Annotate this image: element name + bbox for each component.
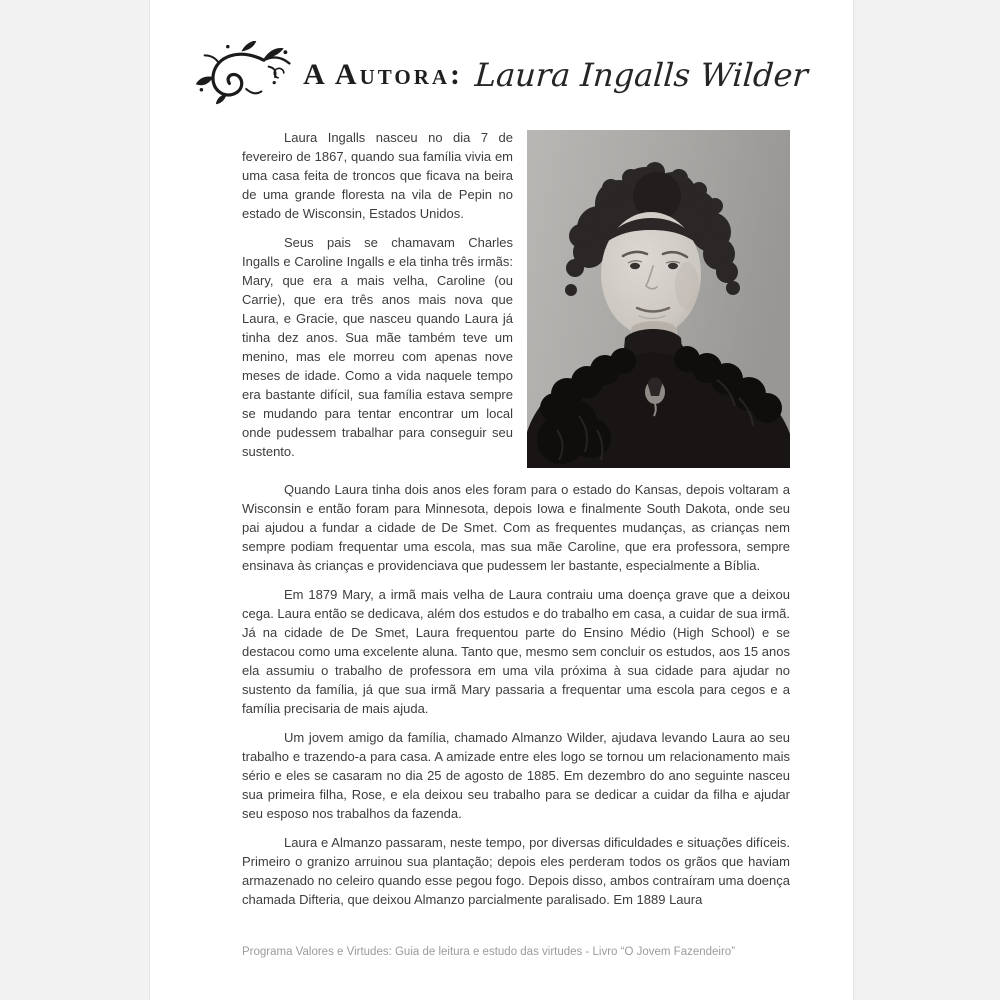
body-paragraph: Em 1879 Mary, a irmã mais velha de Laura contraiu uma doença grave que a deixou cega. Laura então se dedicava, além dos estudos e do trabalho em casa, a cuidar de sua irmã. Já na cidade de De Smet, Laura frequentou parte do Ensino Médio (High School) e se destacou como uma excelente aluna. Tanto que, mesmo sem concluir os estudos, aos 15 anos ela assumiu o trabalho de professora em uma vila próxima à sua cidade para ajudar no sustento da família, já que sua irmã Mary passaria a frequentar uma escola para cegos e a família precisaria de mais ajuda. xyxy=(242,587,790,716)
page-title xyxy=(150,40,853,110)
body-paragraph: Laura e Almanzo passaram, neste tempo, por diversas dificuldades e situações difíceis. Primeiro o granizo arruinou sua plantação; depois eles perderam todos os grãos que haviam armazenado no celeiro quando esse pegou fogo. Depois disso, ambos contraíram uma doença chamada Difteria, que deixou Almanzo parcialmente paralisado. Em 1889 Laura xyxy=(242,835,790,907)
body-paragraph: Quando Laura tinha dois anos eles foram para o estado do Kansas, depois voltaram a Wisconsin e então foram para Minnesota, depois Iowa e finalmente South Dakota, onde seu pai ajudou a fundar a cidade de De Smet. Com as frequentes mudanças, as crianças nem sempre podiam frequentar uma escola, mas sua mãe Caroline, que era professora, sempre ensinava às crianças e providenciava que pudessem ler bastante, especialmente a Bíblia. xyxy=(242,482,790,573)
body-paragraph: Um jovem amigo da família, chamado Almanzo Wilder, ajudava levando Laura ao seu trabalho e trazendo-a para casa. A amizade entre eles logo se tornou um relacionamento mais sério e eles se casaram no dia 25 de agosto de 1885. Em dezembro do ano seguinte nasceu sua primeira filha, Rose, e ela deixou seu trabalho para se dedicar a cuidar da filha e ajudar seu esposo nos trabalhos da fazenda. xyxy=(242,730,790,821)
floral-flourish-icon xyxy=(195,41,291,105)
body-paragraph: Seus pais se chamavam Charles Ingalls e Caroline Ingalls e ela tinha três irmãs: Mary, que era a mais velha, Caroline (ou Carrie), que era três anos mais nova que Laura, e Gracie, que nasceu quando Laura já tinha dez anos. Sua mãe também teve um menino, mas ele morreu com apenas nove meses de idade. Como a vida naquele tempo era bastante difícil, sua família estava sempre se mudando para tentar encontrar um local onde pudessem trabalhar para conseguir seu sustento. xyxy=(242,235,513,459)
body-paragraph: Laura Ingalls nasceu no dia 7 de fevereiro de 1867, quando sua família vivia em uma casa feita de troncos que ficava na beira de uma grande floresta na vila de Pepin no estado de Wisconsin, Estados Unidos. xyxy=(242,130,513,221)
document-page xyxy=(150,0,853,1000)
title-author-name: Laura Ingalls Wilder xyxy=(473,56,810,94)
laura-portrait-photo xyxy=(527,130,790,468)
title-prefix: A Autora: xyxy=(303,58,464,91)
article-body xyxy=(150,128,853,909)
page-footer: Programa Valores e Virtudes: Guia de leitura e estudo das virtudes - Livro “O Jovem Fazendeiro” xyxy=(242,946,736,958)
